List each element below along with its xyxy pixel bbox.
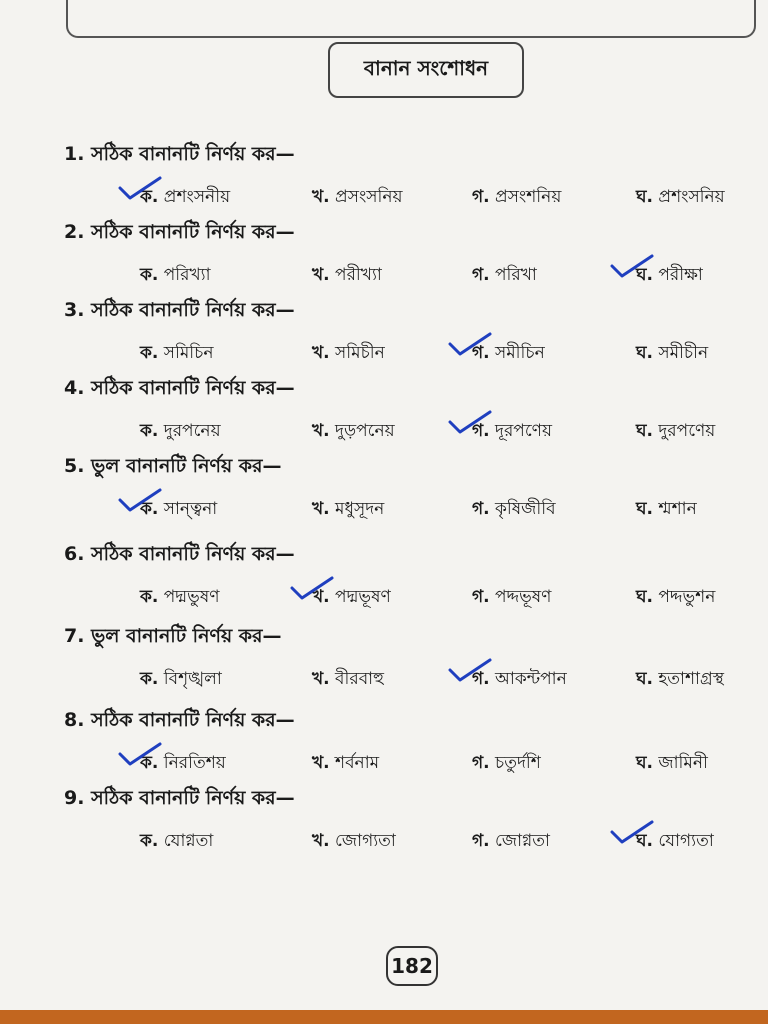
option-text: জোগ্নতা xyxy=(495,831,550,851)
option-text: পদ্দভুশন xyxy=(658,587,716,607)
option-text: যোগ্যতা xyxy=(658,831,714,851)
question-3 xyxy=(64,296,295,328)
question-4 xyxy=(64,374,295,406)
check-mark-icon xyxy=(290,576,334,602)
question-number: 9. xyxy=(64,787,85,809)
option-text: প্রসংশনিয় xyxy=(495,187,562,207)
question-text: ভুল বানানটি নির্ণয় কর— xyxy=(91,625,282,647)
option-label: গ. xyxy=(472,831,490,851)
option-text: শর্বনাম xyxy=(335,753,380,773)
option-label: খ. xyxy=(312,499,330,519)
option-label: ঘ. xyxy=(636,753,653,773)
option-5-2 xyxy=(312,496,384,524)
question-1 xyxy=(64,140,295,172)
option-text: যোগ্নতা xyxy=(163,831,214,851)
option-text: জোগ্যতা xyxy=(335,831,396,851)
option-8-2 xyxy=(312,750,379,778)
question-text: সঠিক বানানটি নির্ণয় কর— xyxy=(91,377,295,399)
question-8 xyxy=(64,706,295,738)
option-label: ঘ. xyxy=(636,499,653,519)
option-7-2 xyxy=(312,666,384,694)
question-number: 8. xyxy=(64,709,85,731)
option-text: পদ্মভূষণ xyxy=(335,587,391,607)
option-text: পরিখা xyxy=(495,265,537,285)
option-2-1 xyxy=(140,262,211,290)
option-text: পরিখ্যা xyxy=(163,265,211,285)
option-text: পদ্দভূষণ xyxy=(495,587,552,607)
option-label: ঘ. xyxy=(636,669,653,689)
option-text: সমিচীন xyxy=(335,343,385,363)
check-mark-icon xyxy=(118,742,162,768)
option-label: ক. xyxy=(140,343,159,363)
question-text: সঠিক বানানটি নির্ণয় কর— xyxy=(91,709,295,731)
option-text: জামিনী xyxy=(658,753,708,773)
option-label: গ. xyxy=(472,669,490,689)
previous-section-box xyxy=(66,0,756,38)
check-mark-icon xyxy=(118,176,162,202)
option-text: দুরপনেয় xyxy=(163,421,221,441)
option-4-2 xyxy=(312,418,395,446)
option-text: আকন্টপান xyxy=(495,669,567,689)
question-number: 4. xyxy=(64,377,85,399)
option-text: মধুসূদন xyxy=(335,499,385,519)
option-1-2 xyxy=(312,184,403,212)
option-5-3 xyxy=(472,496,556,524)
option-label: ঘ. xyxy=(636,265,653,285)
question-text: সঠিক বানানটি নির্ণয় কর— xyxy=(91,787,295,809)
option-text: সমিচিন xyxy=(163,343,214,363)
option-8-3 xyxy=(472,750,541,778)
option-text: দূরপণেয় xyxy=(495,421,552,441)
question-number: 1. xyxy=(64,143,85,165)
option-label: ক. xyxy=(140,831,159,851)
option-7-4 xyxy=(636,666,724,694)
check-mark-icon xyxy=(448,410,492,436)
book-edge xyxy=(0,1010,768,1024)
option-text: হতাশাগ্রস্থ xyxy=(658,669,724,689)
option-label: গ. xyxy=(472,187,490,207)
option-text: পরীখ্যা xyxy=(335,265,382,285)
option-5-4 xyxy=(636,496,697,524)
option-3-2 xyxy=(312,340,385,368)
option-text: সান্ত্বনা xyxy=(163,499,218,519)
option-label: ক. xyxy=(140,187,159,207)
option-label: খ. xyxy=(312,421,330,441)
option-text: প্রসংসনিয় xyxy=(335,187,403,207)
option-4-1 xyxy=(140,418,221,446)
question-5 xyxy=(64,452,282,484)
check-mark-icon xyxy=(610,820,654,846)
option-label: গ. xyxy=(472,421,490,441)
option-label: খ. xyxy=(312,831,330,851)
option-label: খ. xyxy=(312,187,330,207)
question-text: সঠিক বানানটি নির্ণয় কর— xyxy=(91,299,295,321)
option-4-4 xyxy=(636,418,715,446)
page-number xyxy=(386,946,438,986)
option-label: গ. xyxy=(472,343,490,363)
question-text: ভুল বানানটি নির্ণয় কর— xyxy=(91,455,282,477)
option-7-1 xyxy=(140,666,222,694)
question-number: 6. xyxy=(64,543,85,565)
option-text: পরীক্ষা xyxy=(658,265,703,285)
option-text: নিরতিশয় xyxy=(163,753,226,773)
question-number: 7. xyxy=(64,625,85,647)
option-9-3 xyxy=(472,828,550,856)
option-text: সমীচিন xyxy=(495,343,545,363)
question-7 xyxy=(64,622,282,654)
option-label: খ. xyxy=(312,669,330,689)
option-label: গ. xyxy=(472,499,490,519)
option-label: ক. xyxy=(140,669,159,689)
check-mark-icon xyxy=(610,254,654,280)
check-mark-icon xyxy=(118,488,162,514)
option-6-3 xyxy=(472,584,551,612)
option-label: খ. xyxy=(312,587,330,607)
page-number-text: 182 xyxy=(391,954,433,978)
option-2-3 xyxy=(472,262,537,290)
option-text: দুরপণেয় xyxy=(658,421,716,441)
question-text: সঠিক বানানটি নির্ণয় কর— xyxy=(91,543,295,565)
option-6-1 xyxy=(140,584,219,612)
option-9-1 xyxy=(140,828,213,856)
option-text: শ্মশান xyxy=(658,499,697,519)
option-label: ক. xyxy=(140,499,159,519)
option-text: দুড়পনেয় xyxy=(335,421,395,441)
option-text: কৃষিজীবি xyxy=(495,499,556,519)
option-8-4 xyxy=(636,750,708,778)
option-6-4 xyxy=(636,584,715,612)
option-text: পদ্মভুষণ xyxy=(163,587,220,607)
option-label: ঘ. xyxy=(636,587,653,607)
question-number: 5. xyxy=(64,455,85,477)
option-text: প্রশংসনীয় xyxy=(163,187,231,207)
option-label: ক. xyxy=(140,753,159,773)
option-1-3 xyxy=(472,184,561,212)
option-2-2 xyxy=(312,262,382,290)
option-label: খ. xyxy=(312,753,330,773)
option-label: গ. xyxy=(472,753,490,773)
option-9-2 xyxy=(312,828,396,856)
option-label: গ. xyxy=(472,265,490,285)
option-label: ঘ. xyxy=(636,421,653,441)
question-text: সঠিক বানানটি নির্ণয় কর— xyxy=(91,221,295,243)
option-label: ঘ. xyxy=(636,343,653,363)
option-label: ক. xyxy=(140,421,159,441)
option-1-4 xyxy=(636,184,725,212)
option-text: সমীচীন xyxy=(658,343,709,363)
option-label: গ. xyxy=(472,587,490,607)
question-number: 2. xyxy=(64,221,85,243)
option-text: বীরবাহু xyxy=(335,669,384,689)
option-text: প্রশংসনিয় xyxy=(658,187,725,207)
section-title-text: বানান সংশোধন xyxy=(363,55,489,80)
question-9 xyxy=(64,784,295,816)
option-3-1 xyxy=(140,340,213,368)
option-label: খ. xyxy=(312,265,330,285)
check-mark-icon xyxy=(448,332,492,358)
option-3-4 xyxy=(636,340,708,368)
option-text: চতুর্দশি xyxy=(495,753,541,773)
option-label: ক. xyxy=(140,265,159,285)
option-label: খ. xyxy=(312,343,330,363)
option-label: ঘ. xyxy=(636,187,653,207)
question-2 xyxy=(64,218,295,250)
section-title xyxy=(328,42,524,98)
option-label: ঘ. xyxy=(636,831,653,851)
question-number: 3. xyxy=(64,299,85,321)
option-label: ক. xyxy=(140,587,159,607)
option-text: বিশৃঙ্খলা xyxy=(163,669,222,689)
check-mark-icon xyxy=(448,658,492,684)
question-6 xyxy=(64,540,295,572)
question-text: সঠিক বানানটি নির্ণয় কর— xyxy=(91,143,295,165)
